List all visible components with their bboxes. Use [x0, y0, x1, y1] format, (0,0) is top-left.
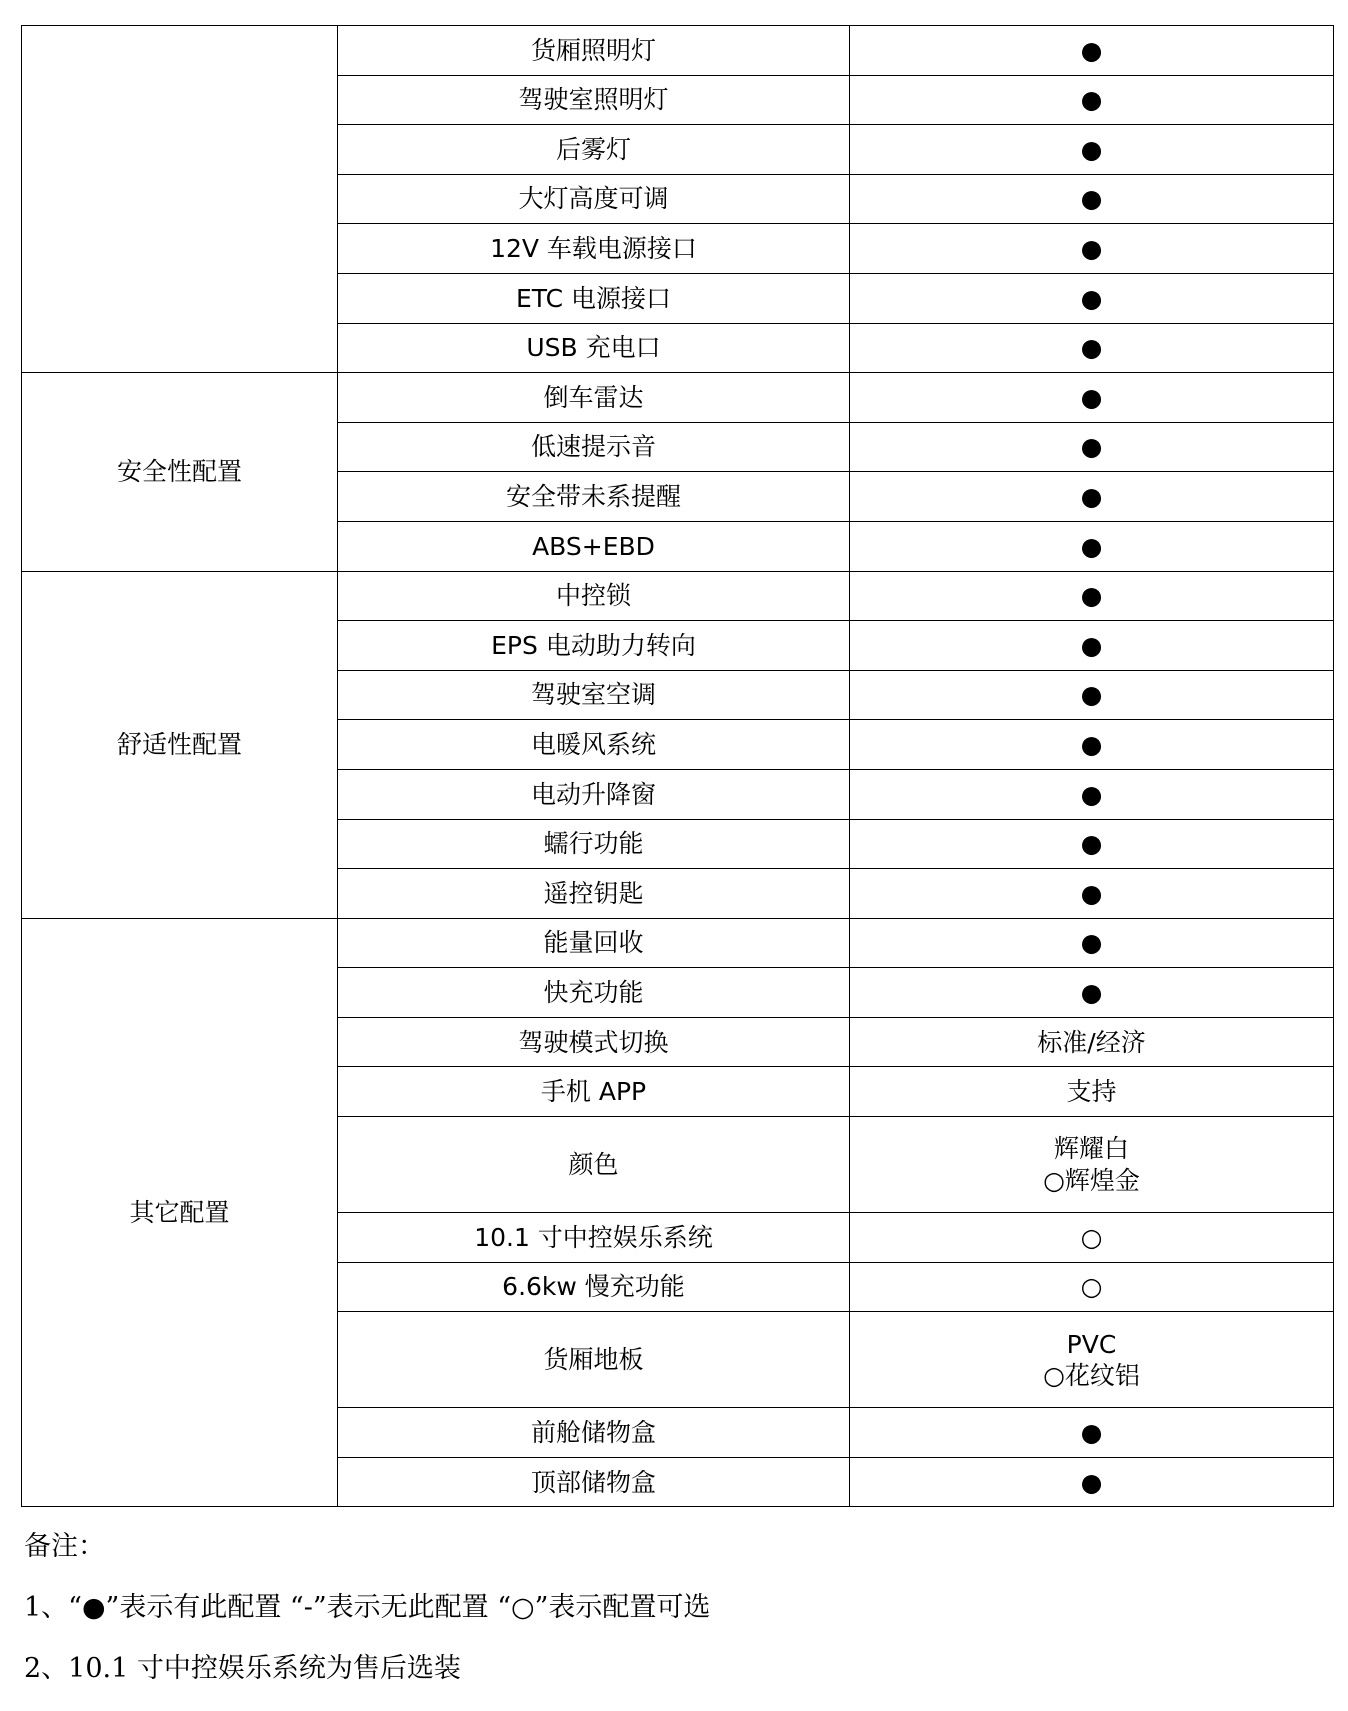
value-line: ●	[1080, 977, 1103, 1007]
value-line: 辉耀白	[1053, 1134, 1129, 1164]
table-row	[22, 26, 1334, 76]
value-line: ●	[1080, 928, 1103, 958]
item-cell: USB 充电口	[338, 323, 850, 373]
item-cell: EPS 电动助力转向	[338, 621, 850, 671]
spec-table	[21, 25, 1334, 1507]
spec-table-body	[22, 26, 1334, 1507]
value-line: ●	[1080, 85, 1103, 115]
item-cell: 前舱储物盒	[338, 1408, 850, 1458]
value-line: ●	[1080, 134, 1103, 164]
value-line: ●	[1080, 1417, 1103, 1447]
value-cell	[850, 224, 1334, 274]
item-cell: 电暖风系统	[338, 720, 850, 770]
value-line: 标准/经济	[1037, 1027, 1146, 1057]
value-line: ●	[1080, 234, 1103, 264]
value-cell	[850, 174, 1334, 224]
value-line: ●	[1080, 779, 1103, 809]
value-line: ●	[1080, 878, 1103, 908]
item-cell: 快充功能	[338, 968, 850, 1018]
notes-section	[24, 1516, 710, 1699]
value-line: ●	[1080, 630, 1103, 660]
value-cell	[850, 125, 1334, 175]
value-cell	[850, 1067, 1334, 1117]
value-cell	[850, 472, 1334, 522]
item-cell: 12V 车载电源接口	[338, 224, 850, 274]
item-cell: 10.1 寸中控娱乐系统	[338, 1213, 850, 1263]
value-line: ●	[1080, 581, 1103, 611]
value-cell	[850, 323, 1334, 373]
value-cell	[850, 869, 1334, 919]
item-cell: 蠕行功能	[338, 819, 850, 869]
value-cell	[850, 373, 1334, 423]
value-cell	[850, 273, 1334, 323]
item-cell: ETC 电源接口	[338, 273, 850, 323]
notes-title: 备注：	[24, 1531, 105, 1562]
category-cell: 其它配置	[22, 918, 338, 1507]
note-line-2: 2、10.1 寸中控娱乐系统为售后选装	[24, 1653, 461, 1684]
value-line: ●	[1080, 283, 1103, 313]
value-line: ●	[1080, 1467, 1103, 1497]
item-cell: 安全带未系提醒	[338, 472, 850, 522]
value-line: ○花纹铝	[1043, 1360, 1140, 1390]
item-cell: 6.6kw 慢充功能	[338, 1262, 850, 1312]
item-cell: 中控锁	[338, 571, 850, 621]
item-cell: 手机 APP	[338, 1067, 850, 1117]
value-cell	[850, 75, 1334, 125]
value-cell	[850, 769, 1334, 819]
value-cell	[850, 670, 1334, 720]
value-cell	[850, 26, 1334, 76]
item-cell: 倒车雷达	[338, 373, 850, 423]
category-cell: 安全性配置	[22, 373, 338, 571]
value-line: ●	[1080, 829, 1103, 859]
value-cell	[850, 1262, 1334, 1312]
item-cell: 货厢照明灯	[338, 26, 850, 76]
item-cell: 后雾灯	[338, 125, 850, 175]
value-line: PVC	[1066, 1329, 1117, 1359]
value-line: ●	[1080, 382, 1103, 412]
value-line: ●	[1080, 333, 1103, 363]
item-cell: 能量回收	[338, 918, 850, 968]
item-cell: 颜色	[338, 1117, 850, 1213]
value-cell	[850, 571, 1334, 621]
value-cell	[850, 621, 1334, 671]
value-cell	[850, 819, 1334, 869]
item-cell: 驾驶模式切换	[338, 1017, 850, 1067]
value-cell	[850, 1312, 1334, 1408]
value-line: 支持	[1066, 1077, 1117, 1107]
category-cell: 舒适性配置	[22, 571, 338, 918]
value-cell	[850, 1117, 1334, 1213]
value-cell	[850, 720, 1334, 770]
value-line: ○辉煌金	[1043, 1165, 1140, 1195]
value-cell	[850, 1017, 1334, 1067]
value-line: ●	[1080, 729, 1103, 759]
value-line: ●	[1080, 184, 1103, 214]
value-cell	[850, 1213, 1334, 1263]
value-cell	[850, 1457, 1334, 1507]
table-row	[22, 571, 1334, 621]
value-cell	[850, 521, 1334, 571]
item-cell: 大灯高度可调	[338, 174, 850, 224]
value-cell	[850, 1408, 1334, 1458]
table-row	[22, 918, 1334, 968]
item-cell: 驾驶室空调	[338, 670, 850, 720]
value-cell	[850, 918, 1334, 968]
value-cell	[850, 968, 1334, 1018]
value-line: ○	[1080, 1272, 1103, 1302]
note-line-1: 1、“●”表示有此配置 “-”表示无此配置 “○”表示配置可选	[24, 1592, 711, 1623]
item-cell: 驾驶室照明灯	[338, 75, 850, 125]
value-cell	[850, 422, 1334, 472]
item-cell: 货厢地板	[338, 1312, 850, 1408]
item-cell: 顶部储物盒	[338, 1457, 850, 1507]
value-line: ●	[1080, 482, 1103, 512]
item-cell: 低速提示音	[338, 422, 850, 472]
item-cell: 电动升降窗	[338, 769, 850, 819]
table-row	[22, 373, 1334, 423]
item-cell: ABS+EBD	[338, 521, 850, 571]
value-line: ○	[1080, 1222, 1103, 1252]
value-line: ●	[1080, 432, 1103, 462]
value-line: ●	[1080, 35, 1103, 65]
value-line: ●	[1080, 680, 1103, 710]
value-line: ●	[1080, 531, 1103, 561]
category-cell	[22, 26, 338, 373]
item-cell: 遥控钥匙	[338, 869, 850, 919]
